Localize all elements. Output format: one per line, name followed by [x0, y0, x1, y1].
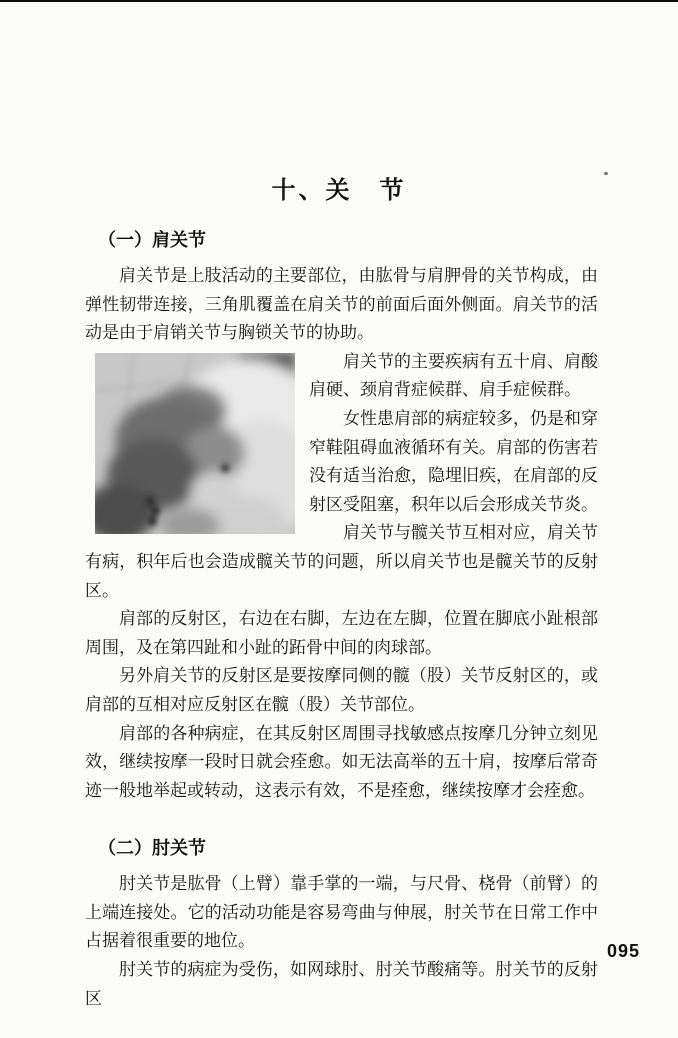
paragraph: 肩部的反射区，右边在右脚，左边在左脚，位置在脚底小趾根部周围，及在第四趾和小趾的跖骨中间的肉球部。	[85, 609, 598, 657]
section-elbow-joint	[85, 835, 598, 1013]
section-shoulder-joint	[85, 227, 598, 805]
paragraph: 肩关节的主要疾病有五十肩、肩酸肩硬、颈肩背症候群、肩手症候群。	[309, 351, 598, 400]
paragraph: 肩关节是上肢活动的主要部位，由肱骨与肩胛骨的关节构成，由弹性韧带连接，三角肌覆盖在肩关节的前面后面外侧面。肩关节的活动是由于肩销关节与胸锁关节的协助。	[85, 266, 598, 343]
paragraph: 肩部的各种病症，在其反射区周围寻找敏感点按摩几分钟立刻见效，继续按摩一段时日就会痊愈。如无法高举的五十肩，按摩后常奇迹一般地举起或转动，这表示有效，不是痊愈，继续按摩才会痊愈。	[85, 723, 598, 800]
section-heading-elbow: （二）肘关节	[98, 838, 206, 859]
hands-massaging-foot-photo	[95, 353, 295, 534]
section-heading-shoulder: （一）肩关节	[98, 230, 206, 250]
page-body	[85, 227, 598, 1013]
scan-border-artifact	[0, 0, 678, 2]
page-title: 十、关 节	[271, 177, 407, 204]
page-number: 095	[607, 941, 641, 961]
paragraph: 女性患肩部的病症较多，仍是和穿窄鞋阻碍血液循环有关。肩部的伤害若没有适当治愈，隐埋旧疾，在肩部的反射区受阻塞，积年以后会形成关节炎。	[309, 408, 598, 514]
paragraph: 肘关节的病症为受伤，如网球肘、肘关节酸痛等。肘关节的反射区	[85, 960, 598, 1008]
paragraph: 肩关节与髋关节互相对应，肩关节有病，积年后也会造成髋关节的问题，所以肩关节也是髋关节的反射区。	[85, 523, 598, 600]
paragraph: 另外肩关节的反射区是要按摩同侧的髋（股）关节反射区的，或肩部的互相对应反射区在髋（股）关节部位。	[85, 666, 598, 714]
paragraph: 肘关节是肱骨（上臂）靠手掌的一端，与尺骨、桡骨（前臂）的上端连接处。它的活动功能是容易弯曲与伸展，肘关节在日常工作中占据着很重要的地位。	[85, 874, 598, 951]
